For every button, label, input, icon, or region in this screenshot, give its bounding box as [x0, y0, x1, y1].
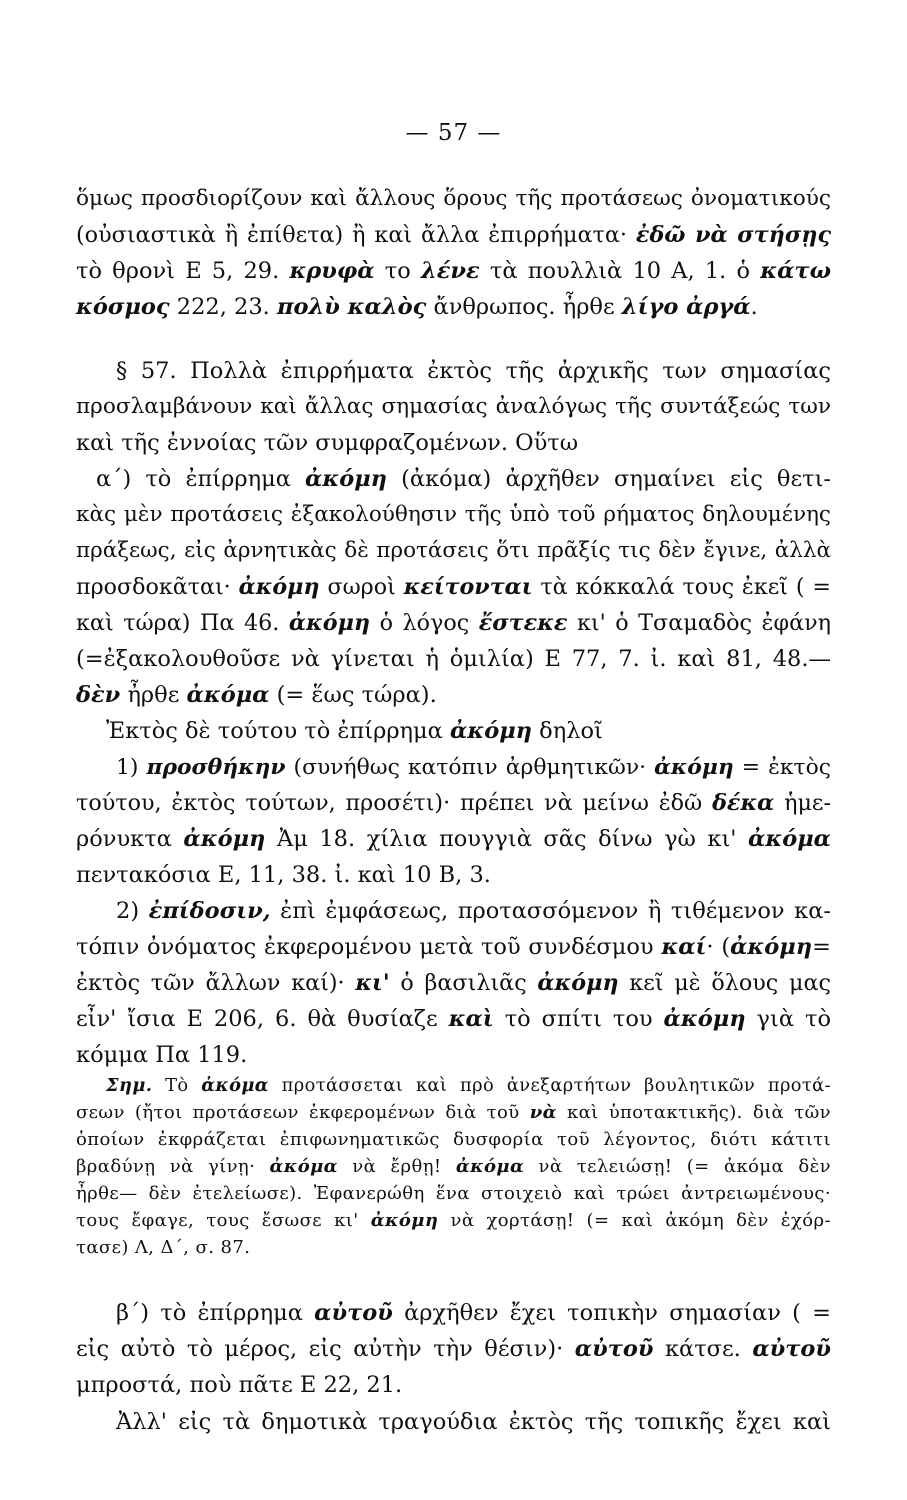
text-line: ὁποίων ἐκφράζεται ἐπιφωνηματικῶς δυσφορία τοῦ λέγοντος, διότι κάτιτι	[76, 1129, 831, 1150]
text-line: τὸ θρονὶ Ε 5, 29. κρυφὰ το λένε τὰ πουλλιὰ 10 Α, 1. ὁ κάτω	[76, 258, 831, 284]
text-line: Σημ. Τὸ ἀκόμα προτάσσεται καὶ πρὸ ἀνεξαρτήτων βουλητικῶν προτά-	[106, 1075, 832, 1096]
text-line: ἦρθε— δὲν ἐτελείωσε). Ἐφανερώθη ἕνα στοιχειὸ καὶ τρώει ἀντρειωμένους·	[76, 1183, 831, 1204]
text-line: τασε) Λ, Δ΄, σ. 87.	[76, 1237, 251, 1258]
page-number: — 57 —	[405, 120, 502, 146]
text-line: κὰς μὲν προτάσεις ἐξακολούθησιν τῆς ὑπὸ τοῦ ρήματος δηλουμένης	[76, 502, 831, 527]
text-line: (=ἐξακολουθοῦσε νὰ γίνεται ἡ ὁμιλία) Ε 77, 7. ἰ. καὶ 81, 48.—	[76, 646, 831, 672]
text-line: κόμμα Πα 119.	[76, 1042, 248, 1068]
text-line: ἐκτὸς τῶν ἄλλων καί)· κι' ὁ βασιλιᾶς ἀκόμη κεῖ μὲ ὅλους μας	[76, 970, 831, 996]
text-line: σεων (ἤτοι προτάσεων ἐκφερομένων διὰ τοῦ νὰ καὶ ὑποτακτικῆς). διὰ τῶν	[76, 1102, 831, 1123]
text-line: § 57. Πολλὰ ἐπιρρήματα ἐκτὸς τῆς ἀρχικῆς των σημασίας	[116, 358, 831, 384]
text-line: Ἐκτὸς δὲ τούτου τὸ ἐπίρρημα ἀκόμη δηλοῖ	[106, 718, 603, 744]
text-line: μπροστά, ποὺ πᾶτε Ε 22, 21.	[76, 1372, 403, 1398]
text-line: Ἀλλ' εἰς τὰ δημοτικὰ τραγούδια ἐκτὸς τῆς τοπικῆς ἔχει καὶ	[116, 1409, 831, 1435]
text-line: εἰς αὐτὸ τὸ μέρος, εἰς αὐτὴν τὴν θέσιν)· αὐτοῦ κάτσε. αὐτοῦ	[76, 1336, 831, 1362]
text-line: α΄) τὸ ἐπίρρημα ἀκόμη (ἀκόμα) ἀρχῆθεν σημαίνει εἰς θετι-	[96, 466, 831, 492]
text-line: 1) προσθήκην (συνήθως κατόπιν ἀρθμητικῶν· ἀκόμη = ἐκτὸς	[116, 754, 831, 780]
text-line: εἶν' ἴσια Ε 206, 6. θὰ θυσίαζε καὶ τὸ σπίτι του ἀκόμη γιὰ τὸ	[76, 1006, 831, 1032]
text-line: καὶ τῆς ἐννοίας τῶν συμφραζομένων. Οὕτω	[76, 430, 579, 456]
text-line: καὶ τώρα) Πα 46. ἀκόμη ὁ λόγος ἔστεκε κι' ὁ Τσαμαδὸς ἐφάνη	[76, 610, 831, 636]
text-line: (οὐσιαστικὰ ἢ ἐπίθετα) ἢ καὶ ἄλλα ἐπιρρήματα· ἐδῶ νὰ στήσῃς	[76, 222, 831, 248]
text-line: κόσμος 222, 23. πολὺ καλὸς ἄνθρωπος. ἦρθε λίγο ἀργά.	[76, 294, 758, 320]
text-line: δὲν ἦρθε ἀκόμα (= ἕως τώρα).	[76, 682, 437, 708]
text-line: προσλαμβάνουν καὶ ἄλλας σημασίας ἀναλόγως τῆς συντάξεώς των	[76, 394, 831, 419]
text-line: τούτου, ἐκτὸς τούτων, προσέτι)· πρέπει νὰ μείνω ἐδῶ δέκα ἡμε-	[76, 790, 831, 816]
text-line: πράξεως, εἰς ἀρνητικὰς δὲ προτάσεις ὅτι πρᾶξίς τις δὲν ἔγινε, ἀλλὰ	[76, 538, 831, 563]
text-line: βραδύνῃ νὰ γίνῃ· ἀκόμα νὰ ἔρθῃ! ἀκόμα νὰ τελειώσῃ! (= ἀκόμα δὲν	[76, 1156, 831, 1177]
text-line: 2) ἐπίδοσιν, ἐπὶ ἐμφάσεως, προτασσόμενον ἢ τιθέμενον κα-	[116, 898, 831, 924]
text-line: ρόνυκτα ἀκόμη Ἀμ 18. χίλια πουγγιὰ σᾶς δίνω γὼ κι' ἀκόμα	[76, 826, 831, 852]
text-line: ὅμως προσδιορίζουν καὶ ἄλλους ὅρους τῆς προτάσεως ὀνοματικούς	[76, 186, 831, 211]
text-line: πεντακόσια Ε, 11, 38. ἰ. καὶ 10 Β, 3.	[76, 862, 491, 888]
text-line: β΄) τὸ ἐπίρρημα αὐτοῦ ἀρχῆθεν ἔχει τοπικὴν σημασίαν ( =	[116, 1300, 831, 1326]
text-line: τόπιν ὀνόματος ἐκφερομένου μετὰ τοῦ συνδέσμου καί· (ἀκόμη=	[76, 934, 831, 960]
text-line: τους ἔφαγε, τους ἔσωσε κι' ἀκόμη νὰ χορτάσῃ! (= καὶ ἀκόμη δὲν ἐχόρ-	[76, 1210, 831, 1231]
text-line: προσδοκᾶται· ἀκόμη σωροὶ κείτονται τὰ κόκκαλά τους ἐκεῖ ( =	[76, 574, 832, 600]
